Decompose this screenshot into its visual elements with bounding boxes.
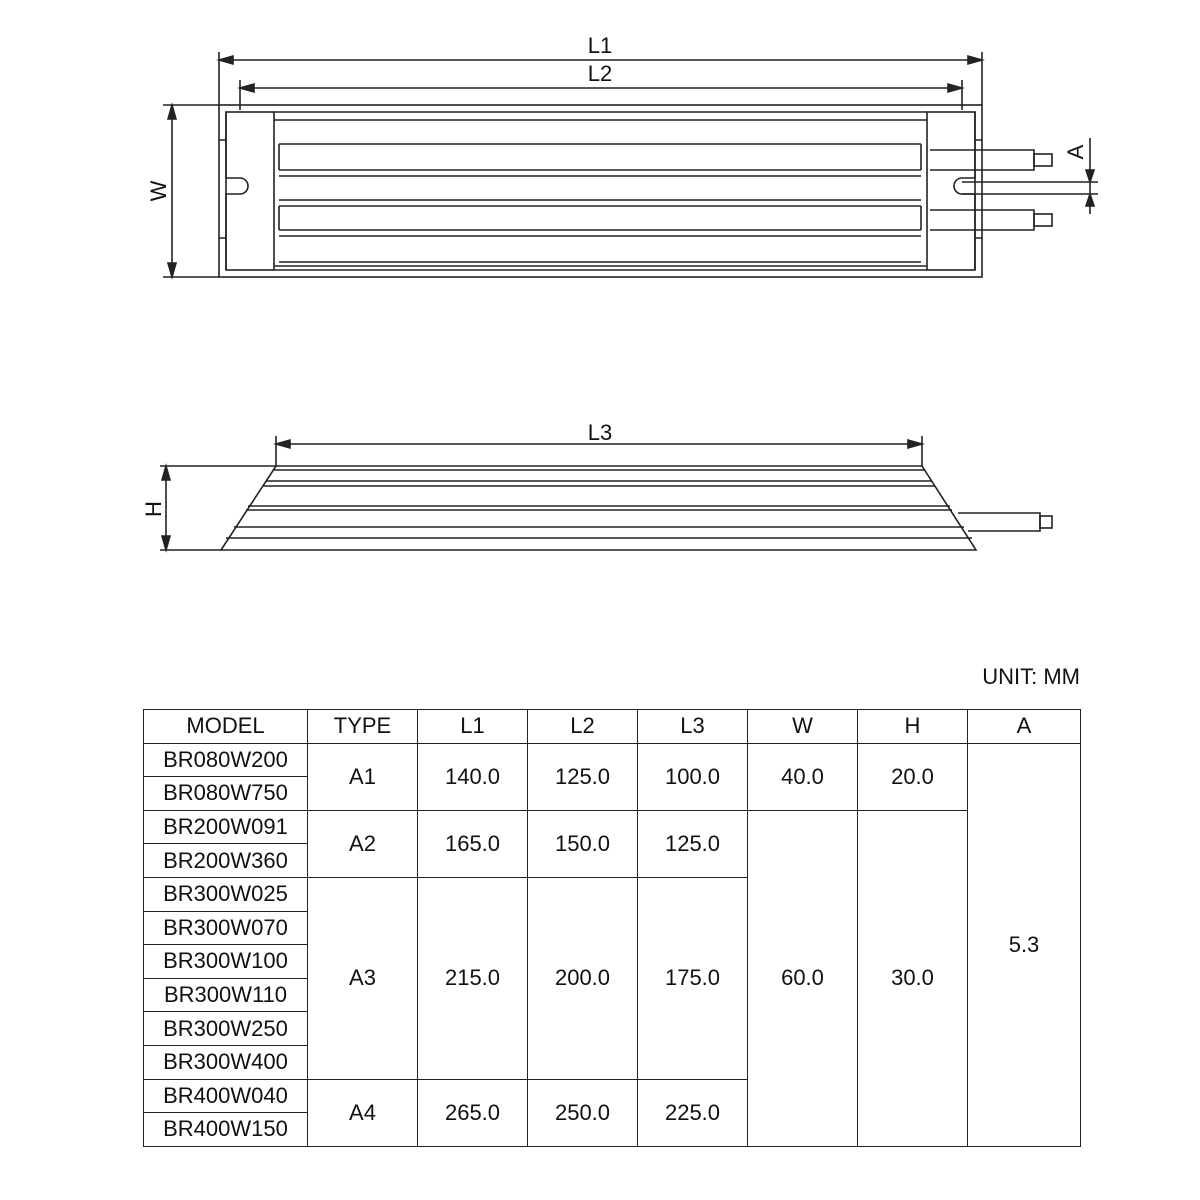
l3-cell: 225.0 [638,1079,748,1146]
a-label: A [1063,144,1088,160]
h-label: H [141,501,166,517]
model-cell: BR200W360 [144,844,308,878]
l3-cell: 125.0 [638,810,748,877]
table-row [144,810,1081,844]
l1-cell: 215.0 [418,877,528,1079]
table-row [144,743,1081,777]
l2-cell: 150.0 [528,810,638,877]
l1-cell: 265.0 [418,1079,528,1146]
h-cell: 20.0 [858,743,968,810]
model-cell: BR080W200 [144,743,308,777]
header-cell: TYPE [308,710,418,744]
l2-label: L2 [587,61,613,86]
unit-label: UNIT: MM [982,664,1080,689]
model-cell: BR300W100 [144,945,308,979]
header-cell: W [748,710,858,744]
type-cell: A3 [308,877,418,1079]
model-cell: BR300W025 [144,877,308,911]
l3-cell: 175.0 [638,877,748,1079]
spec-table [143,709,1081,1147]
model-cell: BR300W400 [144,1045,308,1079]
l1-label: L1 [587,33,613,58]
l2-cell: 200.0 [528,877,638,1079]
type-cell: A1 [308,743,418,810]
a-cell: 5.3 [968,743,1081,1146]
top-view [163,52,1098,277]
h-cell: 30.0 [858,810,968,1146]
w-cell: 40.0 [748,743,858,810]
type-cell: A4 [308,1079,418,1146]
header-cell: L2 [528,710,638,744]
header-cell: L1 [418,710,528,744]
l2-cell: 250.0 [528,1079,638,1146]
header-cell: L3 [638,710,748,744]
l2-cell: 125.0 [528,743,638,810]
l1-cell: 140.0 [418,743,528,810]
model-cell: BR400W150 [144,1113,308,1147]
w-cell: 60.0 [748,810,858,1146]
model-cell: BR300W250 [144,1012,308,1046]
model-cell: BR080W750 [144,777,308,811]
l3-cell: 100.0 [638,743,748,810]
l3-label: L3 [587,420,613,445]
model-cell: BR300W070 [144,911,308,945]
header-row [144,710,1081,744]
header-cell: MODEL [144,710,308,744]
model-cell: BR200W091 [144,810,308,844]
type-cell: A2 [308,810,418,877]
side-view [160,436,1052,550]
w-label: W [146,180,171,202]
header-cell: H [858,710,968,744]
header-cell: A [968,710,1081,744]
l1-cell: 165.0 [418,810,528,877]
model-cell: BR400W040 [144,1079,308,1113]
model-cell: BR300W110 [144,978,308,1012]
